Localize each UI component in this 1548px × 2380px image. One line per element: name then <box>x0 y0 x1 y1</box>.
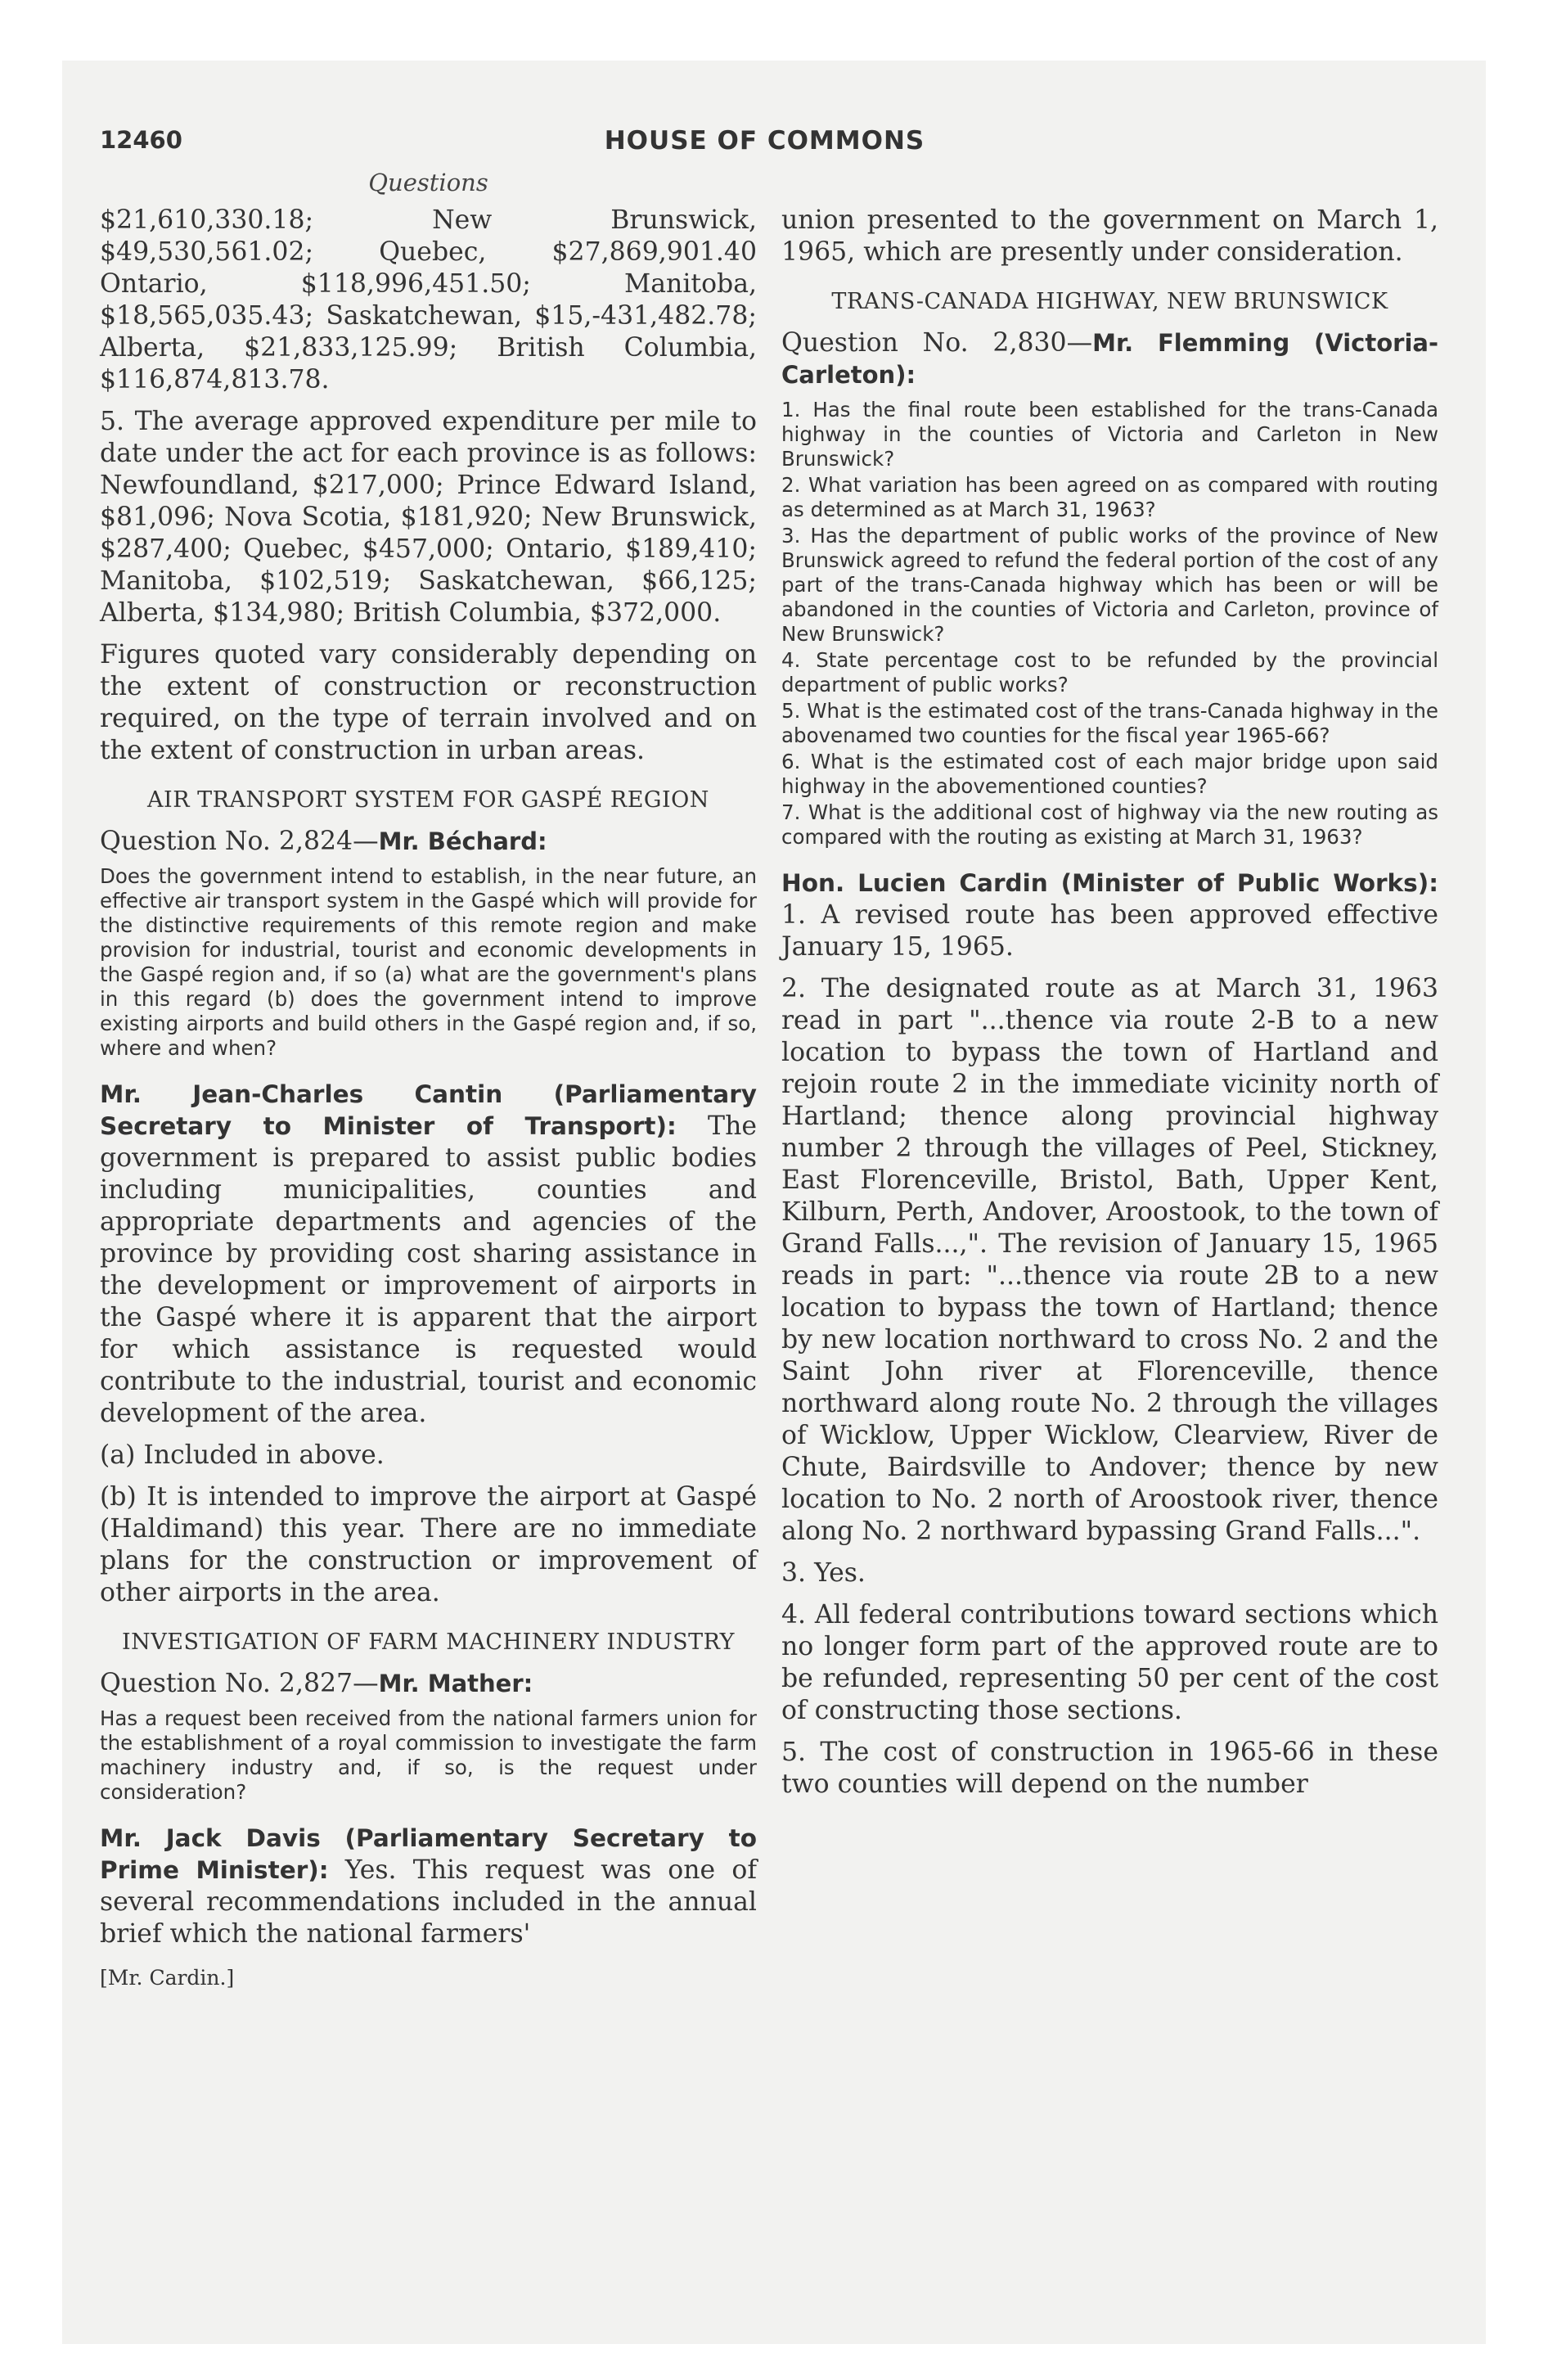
question-number: Question No. 2,827— <box>100 1669 379 1698</box>
question-asker: Mr. Flemming (Victoria-Carleton): <box>781 329 1439 389</box>
answer-text: The government is prepared to assist public bodies including municipalities, counties and appropriate departments and agencies of the province by providing cost sharing assistance in the development or improvement of airports in the Gaspé where it is apparent that the airport for which assistance is requested would contribute to the industrial, tourist and economic development of the area. <box>100 1111 757 1428</box>
question-text: 7. What is the additional cost of highway via the new routing as compared with the routing as existing at March 31, 1963? <box>781 800 1438 849</box>
paragraph: 2. The designated route as at March 31, 1963 read in part "...thence via route 2-B to a new location to bypass the town of Hartland and rejoin route 2 in the immediate vicinity north of Hartland; thence along provincial highway number 2 through the villages of Peel, Stickney, East Florenceville, Bristol, Bath, Upper Kent, Kilburn, Perth, Andover, Aroostook, to the town of Grand Falls...,". The revision of January 15, 1965 reads in part: "...thence via route 2B to a new location to bypass the town of Hartland; thence by new location northward to cross No. 2 and the Saint John river at Florenceville, thence northward along route No. 2 through the villages of Wicklow, Upper Wicklow, Clearview, River de Chute, Bairdsville to Andover; thence by new location to No. 2 north of Aroostook river, thence along No. 2 northward bypassing Grand Falls...". <box>781 974 1438 1546</box>
answer-paragraph <box>781 868 1438 963</box>
question-line <box>100 1668 757 1700</box>
question-block <box>100 864 757 1061</box>
paragraph: 5. The cost of construction in 1965-66 in these two counties will depend on the number <box>781 1738 1438 1799</box>
page-header <box>100 126 1429 175</box>
question-asker: Mr. Mather: <box>378 1670 533 1697</box>
journal-title: HOUSE OF COMMONS <box>604 126 925 156</box>
section-label: Questions <box>368 169 488 196</box>
speaker-name: Mr. Jean-Charles Cantin (Parliamentary Secretary to Minister of Transport): <box>100 1080 757 1140</box>
section-heading: AIR TRANSPORT SYSTEM FOR GASPÉ REGION <box>147 787 709 813</box>
question-line <box>781 327 1438 391</box>
question-block <box>100 1706 757 1805</box>
answer-text: Yes. This request was one of several recommendations included in the annual brief which the national farmers' <box>100 1855 757 1949</box>
question-text: Has a request been received from the national farmers union for the establishment of a royal commission to investigate the farm machinery industry and, if so, is the request under consideration? <box>100 1706 757 1804</box>
footnote: [Mr. Cardin.] <box>100 1966 235 1990</box>
right-column <box>781 205 1438 1810</box>
question-text: 2. What variation has been agreed on as compared with routing as determined as at March 31, 1963? <box>781 473 1438 521</box>
question-text: Does the government intend to establish, in the near future, an effective air transport system in the Gaspé which will provide for the distinctive requirements of this remote region and make provision for industrial, tourist and economic developments in the Gaspé region and, if so (a) what are the government's plans in this regard (b) does the government intend to improve existing airports and build others in the Gaspé region and, if so, where and when? <box>100 864 757 1060</box>
question-block <box>781 398 1438 850</box>
answer-text: 1. A revised route has been approved effective January 15, 1965. <box>781 900 1438 962</box>
paragraph: $21,610,330.18; New Brunswick, $49,530,561.02; Quebec, $27,869,901.40 Ontario, $118,996,451.50; Manitoba, $18,565,035.43; Saskatchewan, $15,-431,482.78; Alberta, $21,833,125.99; British Columbia, $116,874,813.78. <box>100 205 757 394</box>
question-number: Question No. 2,824— <box>100 827 379 856</box>
answer-paragraph <box>100 1079 757 1430</box>
question-text: 4. State percentage cost to be refunded by the provincial department of public works? <box>781 648 1438 696</box>
question-text: 1. Has the final route been established for the trans-Canada highway in the counties of Victoria and Carleton in New Brunswick? <box>781 398 1438 471</box>
paragraph: union presented to the government on March 1, 1965, which are presently under consideration. <box>781 205 1438 267</box>
question-line <box>100 826 757 858</box>
section-heading: INVESTIGATION OF FARM MACHINERY INDUSTRY <box>122 1629 735 1655</box>
question-text: 3. Has the department of public works of the province of New Brunswick agreed to refund the federal portion of the cost of any part of the trans-Canada highway which has been or will be abandoned in the counties of Victoria and Carleton, province of New Brunswick? <box>781 524 1438 646</box>
paragraph: Figures quoted vary considerably depending on the extent of construction or reconstruction required, on the type of terrain involved and on the extent of construction in urban areas. <box>100 640 757 765</box>
question-number: Question No. 2,830— <box>781 328 1093 358</box>
question-text: 6. What is the estimated cost of each major bridge upon said highway in the abovementioned counties? <box>781 750 1438 798</box>
paragraph: 5. The average approved expenditure per mile to date under the act for each province is as follows: Newfoundland, $217,000; Prince Edward Island, $81,096; Nova Scotia, $181,920; New Brunswick, $287,400; Quebec, $457,000; Ontario, $189,410; Manitoba, $102,519; Saskatchewan, $66,125; Alberta, $134,980; British Columbia, $372,000. <box>100 407 757 628</box>
paragraph: (a) Included in above. <box>100 1440 385 1470</box>
question-text: 5. What is the estimated cost of the trans-Canada highway in the abovenamed two counties for the fiscal year 1965-66? <box>781 699 1438 747</box>
page-number: 12460 <box>100 126 182 154</box>
paragraph: 4. All federal contributions toward sections which no longer form part of the approved route are to be refunded, representing 50 per cent of the cost of constructing those sections. <box>781 1600 1438 1725</box>
paragraph: (b) It is intended to improve the airport at Gaspé (Haldimand) this year. There are no immediate plans for the construction or improvement of other airports in the area. <box>100 1482 757 1607</box>
speaker-name: Mr. Jack Davis (Parliamentary Secretary to Prime Minister): <box>100 1824 757 1884</box>
left-column <box>100 205 757 1994</box>
question-asker: Mr. Béchard: <box>378 827 547 855</box>
section-heading: TRANS-CANADA HIGHWAY, NEW BRUNSWICK <box>831 289 1388 314</box>
answer-paragraph <box>100 1823 757 1950</box>
speaker-name: Hon. Lucien Cardin (Minister of Public Works): <box>781 869 1438 897</box>
paragraph: 3. Yes. <box>781 1558 866 1588</box>
